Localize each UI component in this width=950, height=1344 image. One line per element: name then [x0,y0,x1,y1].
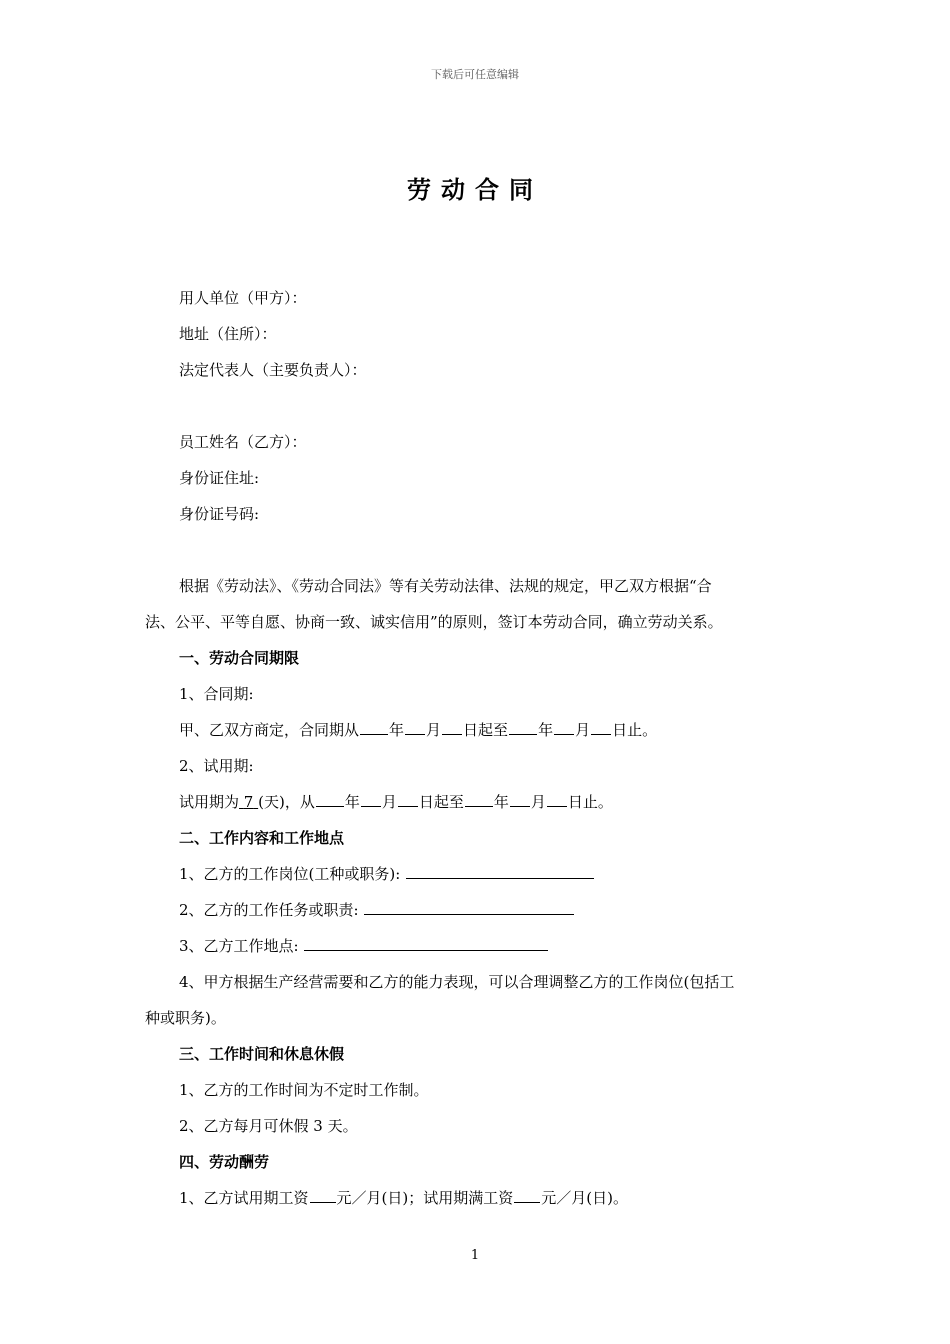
section-2-heading: 二、工作内容和工作地点 [179,829,345,847]
blank-line [509,720,537,735]
section-4-heading: 四、劳动酬劳 [179,1153,270,1171]
id-number-field: 身份证号码: [179,505,260,523]
job-duty-field: 2、乙方的工作任务或职责: [179,900,575,920]
legal-rep-field: 法定代表人（主要负责人）： [179,361,367,379]
page-number: 1 [470,1248,480,1263]
blank-line [364,900,574,915]
job-position-field: 1、乙方的工作岗位(工种或职务): [179,864,595,884]
blank-line [465,792,493,807]
section-3-heading: 三、工作时间和休息休假 [179,1045,345,1063]
blank-line [406,864,594,879]
page-header: 下载后可任意编辑 [431,68,519,81]
blank-line [360,720,388,735]
probation-text: 试用期为 7 (天)，从 年 月 日起至 年 月 日止。 [179,793,613,811]
blank-line [304,936,548,951]
address-field: 地址（住所）： [179,325,277,343]
contract-term-label: 1、合同期: [179,685,254,703]
leave-text: 2、乙方每月可休假 3 天。 [179,1117,358,1135]
work-location-field: 3、乙方工作地点: [179,936,549,956]
document-title: 劳动合同 [407,175,543,204]
probation-label: 2、试用期: [179,757,254,775]
section-1-heading: 一、劳动合同期限 [179,649,300,667]
blank-line [554,720,574,735]
blank-line [405,720,425,735]
blank-line [398,792,418,807]
employer-field: 用人单位（甲方）： [179,289,307,307]
blank-line [510,792,530,807]
position-adjust-line-1: 4、甲方根据生产经营需要和乙方的能力表现，可以合理调整乙方的工作岗位(包括工 [179,973,735,991]
blank-line [442,720,462,735]
contract-term-text: 甲、乙双方商定，合同期从 年 月 日起至 年 月 日止。 [179,721,658,739]
blank-line [547,792,567,807]
salary-text: 1、乙方试用期工资 元／月(日)；试用期满工资 元／月(日)。 [179,1189,628,1207]
blank-line [514,1188,540,1203]
preamble-line-1: 根据《劳动法》、《劳动合同法》等有关劳动法律、法规的规定，甲乙双方根据“合 [179,577,712,595]
position-adjust-line-2: 种或职务)。 [145,1009,226,1027]
work-hours-text: 1、乙方的工作时间为不定时工作制。 [179,1081,429,1099]
employee-name-field: 员工姓名（乙方）： [179,433,307,451]
id-address-field: 身份证住址: [179,469,260,487]
blank-line [316,792,344,807]
blank-line [361,792,381,807]
blank-line [591,720,611,735]
blank-line [310,1188,336,1203]
probation-days: 7 [243,793,254,811]
preamble-line-2: 法、公平、平等自愿、协商一致、诚实信用”的原则，签订本劳动合同，确立劳动关系。 [145,613,723,631]
